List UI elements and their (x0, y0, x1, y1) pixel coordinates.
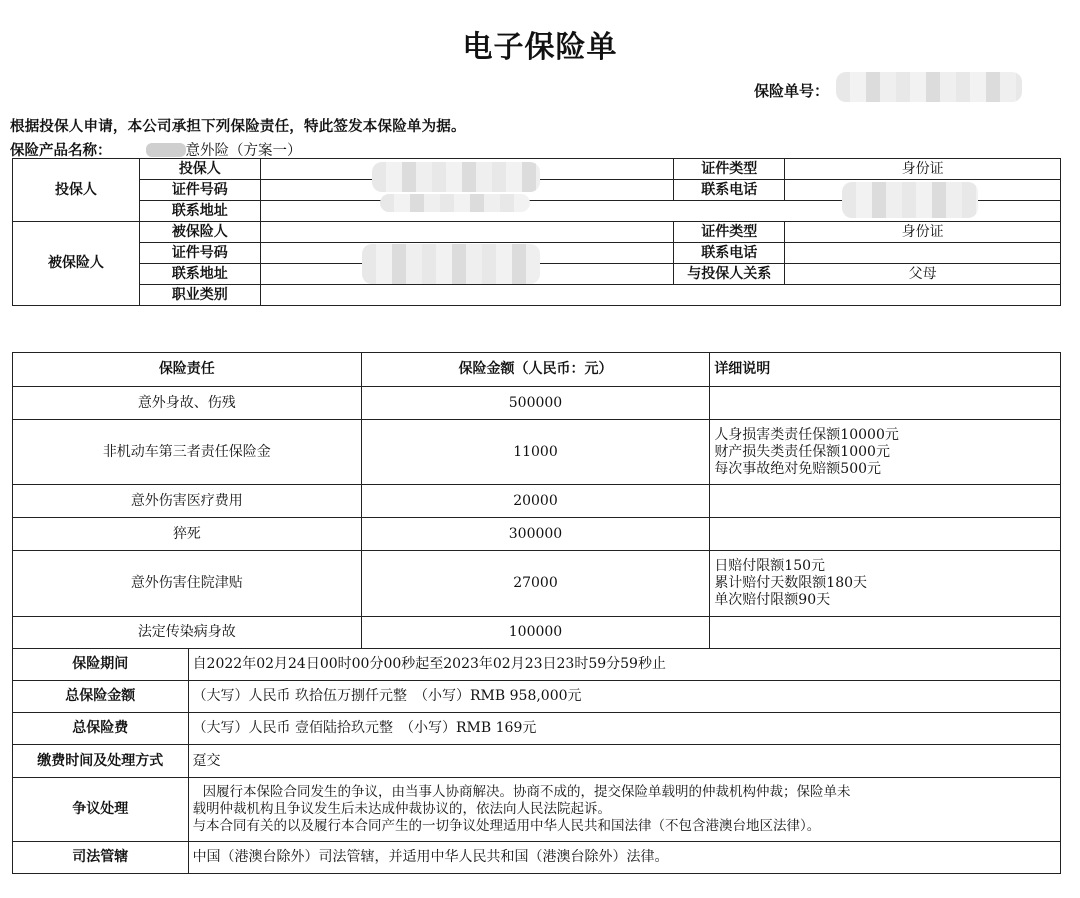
applicant-address-label: 联系地址 (139, 201, 260, 222)
insured-phone-value (785, 243, 1061, 264)
period-label: 保险期间 (13, 649, 189, 681)
coverage-row-name: 非机动车第三者责任保险金 (13, 420, 362, 485)
coverage-header-name: 保险责任 (13, 353, 362, 387)
coverage-row-detail (710, 551, 1061, 617)
insured-id-label: 证件号码 (139, 243, 260, 264)
coverage-row-name: 猝死 (13, 518, 362, 551)
applicant-phone-redacted (842, 182, 978, 218)
product-name-redacted (146, 143, 186, 157)
insured-relation-label: 与投保人关系 (674, 264, 785, 285)
applicant-section-label: 投保人 (13, 159, 140, 222)
insured-id-type-value: 身份证 (785, 222, 1061, 243)
coverage-row-name: 意外身故、伤残 (13, 387, 362, 420)
dispute-line: 与本合同有关的以及履行本合同产生的一切争议处理适用中华人民共和国法律（不包含港澳台地区法律）。 (192, 818, 821, 834)
detail-line: 日赔付限额150元 (714, 558, 826, 574)
coverage-row-name: 意外伤害医疗费用 (13, 485, 362, 518)
coverage-row-detail (710, 420, 1061, 485)
period-value: 自2022年02月24日00时00分00秒起至2023年02月23日23时59分59秒止 (188, 649, 1060, 681)
product-line (10, 139, 302, 160)
applicant-id-type-value: 身份证 (785, 159, 1061, 180)
insured-address-label: 联系地址 (139, 264, 260, 285)
coverage-table (12, 352, 1061, 649)
coverage-row-amount: 11000 (361, 420, 710, 485)
policy-number-redacted (836, 72, 1022, 102)
applicant-name-label: 投保人 (139, 159, 260, 180)
dispute-value (188, 778, 1060, 842)
coverage-row-amount: 500000 (361, 387, 710, 420)
insured-id-type-label: 证件类型 (674, 222, 785, 243)
document-title: 电子保险单 (462, 30, 618, 65)
coverage-row-detail (710, 387, 1061, 420)
coverage-row-amount: 27000 (361, 551, 710, 617)
coverage-row-amount: 100000 (361, 617, 710, 649)
applicant-phone-label: 联系电话 (674, 180, 785, 201)
payment-value: 趸交 (188, 745, 1060, 778)
jurisdiction-value: 中国（港澳台除外）司法管辖，并适用中华人民共和国（港澳台除外）法律。 (188, 842, 1060, 874)
dispute-line: 因履行本保险合同发生的争议，由当事人协商解决。协商不成的，提交保险单载明的仲裁机构仲裁；保险单未 (202, 784, 851, 800)
insured-name-label: 被保险人 (139, 222, 260, 243)
terms-table (12, 648, 1061, 874)
insured-relation-value: 父母 (785, 264, 1061, 285)
detail-line: 每次事故绝对免赔额500元 (714, 460, 882, 477)
dispute-label: 争议处理 (13, 778, 189, 842)
insured-info-redacted (362, 244, 540, 284)
detail-line: 累计赔付天数限额180天 (714, 575, 868, 591)
detail-line: 财产损失类责任保额1000元 (714, 443, 890, 460)
dispute-line: 载明仲裁机构且争议发生后未达成仲裁协议的，依法向人民法院起诉。 (192, 801, 612, 817)
applicant-name-redacted (372, 162, 540, 192)
intro-statement: 根据投保人申请，本公司承担下列保险责任，特此签发本保险单为据。 (10, 119, 466, 135)
total-premium-label: 总保险费 (13, 713, 189, 745)
insured-section-label: 被保险人 (13, 222, 140, 306)
payment-label: 缴费时间及处理方式 (13, 745, 189, 778)
coverage-row-name: 法定传染病身故 (13, 617, 362, 649)
coverage-row-detail (710, 617, 1061, 649)
coverage-header-amount: 保险金额（人民币：元） (361, 353, 710, 387)
applicant-id-redacted (380, 194, 530, 212)
coverage-row-name: 意外伤害住院津贴 (13, 551, 362, 617)
coverage-row-amount: 20000 (361, 485, 710, 518)
total-amount-value: （大写）人民币 玖拾伍万捌仟元整 （小写）RMB 958,000元 (188, 681, 1060, 713)
coverage-header-detail: 详细说明 (710, 353, 1061, 387)
total-premium-value: （大写）人民币 壹佰陆拾玖元整 （小写）RMB 169元 (188, 713, 1060, 745)
coverage-row-amount: 300000 (361, 518, 710, 551)
insured-name-value (260, 222, 674, 243)
coverage-row-detail (710, 485, 1061, 518)
insured-phone-label: 联系电话 (674, 243, 785, 264)
product-name: 意外险（方案一） (185, 143, 302, 159)
detail-line: 人身损害类责任保额10000元 (714, 426, 899, 443)
policy-number-label: 保险单号： (754, 82, 830, 100)
jurisdiction-label: 司法管辖 (13, 842, 189, 874)
applicant-id-type-label: 证件类型 (674, 159, 785, 180)
product-label: 保险产品名称： (10, 143, 112, 159)
coverage-row-detail (710, 518, 1061, 551)
applicant-id-label: 证件号码 (139, 180, 260, 201)
total-amount-label: 总保险金额 (13, 681, 189, 713)
insured-occupation-value (260, 285, 1060, 306)
insured-occupation-label: 职业类别 (139, 285, 260, 306)
detail-line: 单次赔付限额90天 (714, 592, 831, 608)
